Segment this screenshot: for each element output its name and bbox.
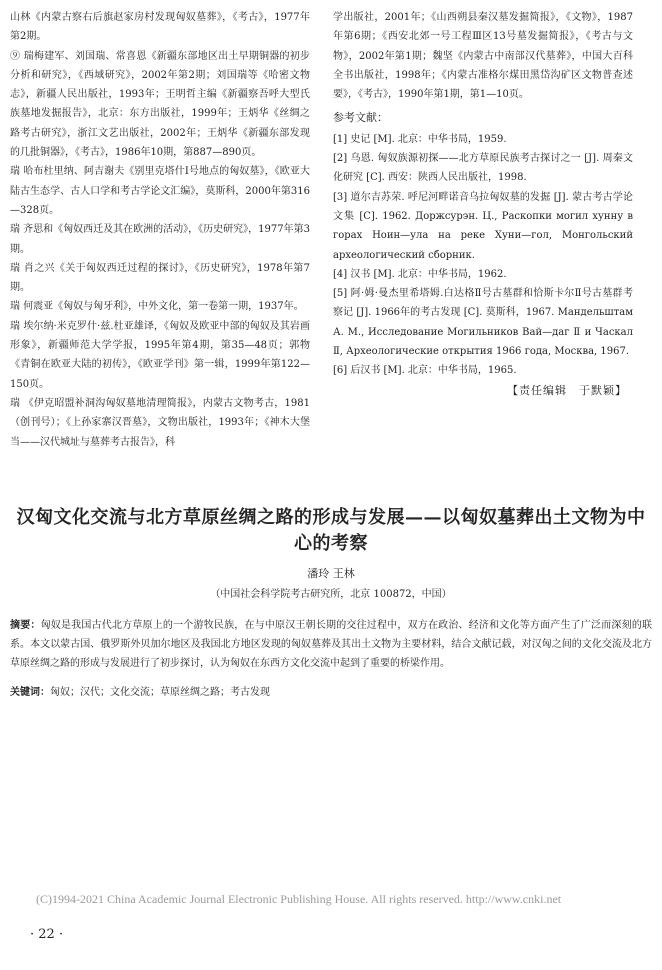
article-abstract bbox=[10, 616, 652, 673]
copyright-watermark: (C)1994-2021 China Academic Journal Electronic Publishing House. All rights reserved. http://www.cnki.net bbox=[36, 892, 562, 906]
footnote-paragraph: 瑞 《伊克昭盟补洞沟匈奴墓地清理简报》，内蒙古文物考古，1981（创刊号）；《上孙家寨汉晋墓》，文物出版社，1993年；《神木大堡当——汉代城址与墓葬考古报告》，科 bbox=[10, 397, 310, 448]
footnote-paragraph: 瑞 齐思和《匈奴西迁及其在欧洲的活动》，《历史研究》，1977年第3期。 bbox=[10, 224, 310, 255]
english-summary-block bbox=[10, 505, 652, 698]
footnote-paragraph: 瑞 何震亚《匈奴与匈牙利》，中外文化，第一卷第一期，1937年。 bbox=[10, 301, 304, 313]
reference-item: [3] 道尔吉苏荣. 呼尼河畔诺音乌拉匈奴墓的发掘 [J]. 蒙古考古学论文集 [C]. 1962. Доржсурэн. Ц., Раскопки могил хунну в горах Ноин—ула на реке Хуни—гол, Монгольский археологический сборник. bbox=[333, 191, 633, 261]
article-author: 潘玲 王林 bbox=[307, 567, 355, 580]
abstract-text: 匈奴是我国古代北方草原上的一个游牧民族，在与中原汉王朝长期的交往过程中，双方在政治、经济和文化等方面产生了广泛而深刻的联系。本文以蒙古国、俄罗斯外贝加尔地区及我国北方地区发现的匈奴墓葬及其出土文物为主要材料，结合文献记载，对汉匈之间的文化交流及北方草原丝绸之路的形成与发展进行了初步探讨，认为匈奴在东西方文化交流中起到了重要的桥梁作用。 bbox=[10, 620, 653, 669]
reference-item: [5] 阿·姆·曼杰里希塔姆.白达格Ⅱ号古墓群和恰斯卡尔Ⅱ号古墓群考察记 [J]. 1966年的考古发现 [C]. 莫斯科，1967. Мандельштам А. М., Исследование Могильников Вай—даг Ⅱ и Часкал Ⅱ, Археологические открытия 1966 года, Москва, 1967. bbox=[333, 288, 633, 358]
footnote-paragraph: 山林《内蒙古察右后旗赵家房村发现匈奴墓葬》，《考古》，1977年第2期。 bbox=[10, 12, 310, 43]
footnote-paragraph: ⑨ 瑞梅建军、刘国瑞、常喜恩《新疆东部地区出土早期铜器的初步分析和研究》，《西域研究》，2002年第2期；刘国瑞等《哈密文物志》，新疆人民出版社，1993年；王明哲主编《新疆察吾呼大型氏族墓地发掘报告》，北京：东方出版社，1999年；王炳华《丝绸之路考古研究》，浙江文艺出版社，2002年；王炳华《新疆东部发现的几批铜器》，《考古》，1986年10期，第887—890页。 bbox=[10, 50, 310, 159]
footnote-continuation: 学出版社，2001年；《山西朔县秦汉墓发掘简报》，《文物》，1987年第6期；《西安北郊一号工程Ⅲ区13号墓发掘简报》，《考古与文物》，2002年第1期；魏坚《内蒙古中南部汉代墓葬》，中国大百科全书出版社，1998年；《内蒙古准格尔煤田黑岱沟矿区文物普查述要》，《考古》，1990年第1期，第1—10页。 bbox=[333, 12, 633, 101]
left-text-column bbox=[10, 8, 310, 452]
footnote-paragraph: 瑞 埃尔纳·米克罗什·兹.杜亚雄译，《匈奴及欧亚中部的匈奴及其岩画形象》，新疆师范大学学报，1995年第4期，第35—48页；郭物《青铜在欧亚大陆的初传》，《欧亚学刊》第一辑，1999年第122—150页。 bbox=[10, 320, 310, 390]
footnote-paragraph: 瑞 肖之兴《关于匈奴西迁过程的探讨》，《历史研究》，1978年第7期。 bbox=[10, 262, 310, 294]
abstract-label: 摘要： bbox=[10, 620, 41, 631]
references-heading: 参考文献： bbox=[333, 111, 388, 125]
right-text-column bbox=[333, 8, 633, 400]
reference-item: [1] 史记 [M]. 北京：中华书局，1959. bbox=[333, 133, 507, 145]
article-affiliation: （中国社会科学院考古研究所，北京 100872，中国） bbox=[210, 589, 452, 600]
page-number: · 22 · bbox=[30, 927, 64, 942]
responsible-editor: 【责任编辑 于默颖】 bbox=[507, 383, 627, 397]
reference-item: [6] 后汉书 [M]. 北京：中华书局，1965. bbox=[333, 365, 517, 377]
reference-item: [2] 乌恩. 匈奴族源初探——北方草原民族考古探讨之一 [J]. 周秦文化研究 [C]. 西安：陕西人民出版社，1998. bbox=[333, 153, 633, 184]
article-keywords bbox=[10, 683, 652, 698]
footnote-paragraph: 瑞 哈布杜里纳、阿吉谢夫《别里克塔什Ⅰ号地点的匈奴墓》，《欧亚大陆古生态学、古人口学和考古学论文汇编》，莫斯科，2000年第316—328页。 bbox=[10, 166, 310, 216]
article-title: 汉匈文化交流与北方草原丝绸之路的形成与发展——以匈奴墓葬出土文物为中心的考察 bbox=[16, 507, 646, 554]
keywords-text: 匈奴；汉代；文化交流；草原丝绸之路；考古发现 bbox=[50, 687, 270, 698]
keywords-label: 关键词： bbox=[10, 687, 50, 698]
reference-item: [4] 汉书 [M]. 北京：中华书局，1962. bbox=[333, 268, 507, 280]
